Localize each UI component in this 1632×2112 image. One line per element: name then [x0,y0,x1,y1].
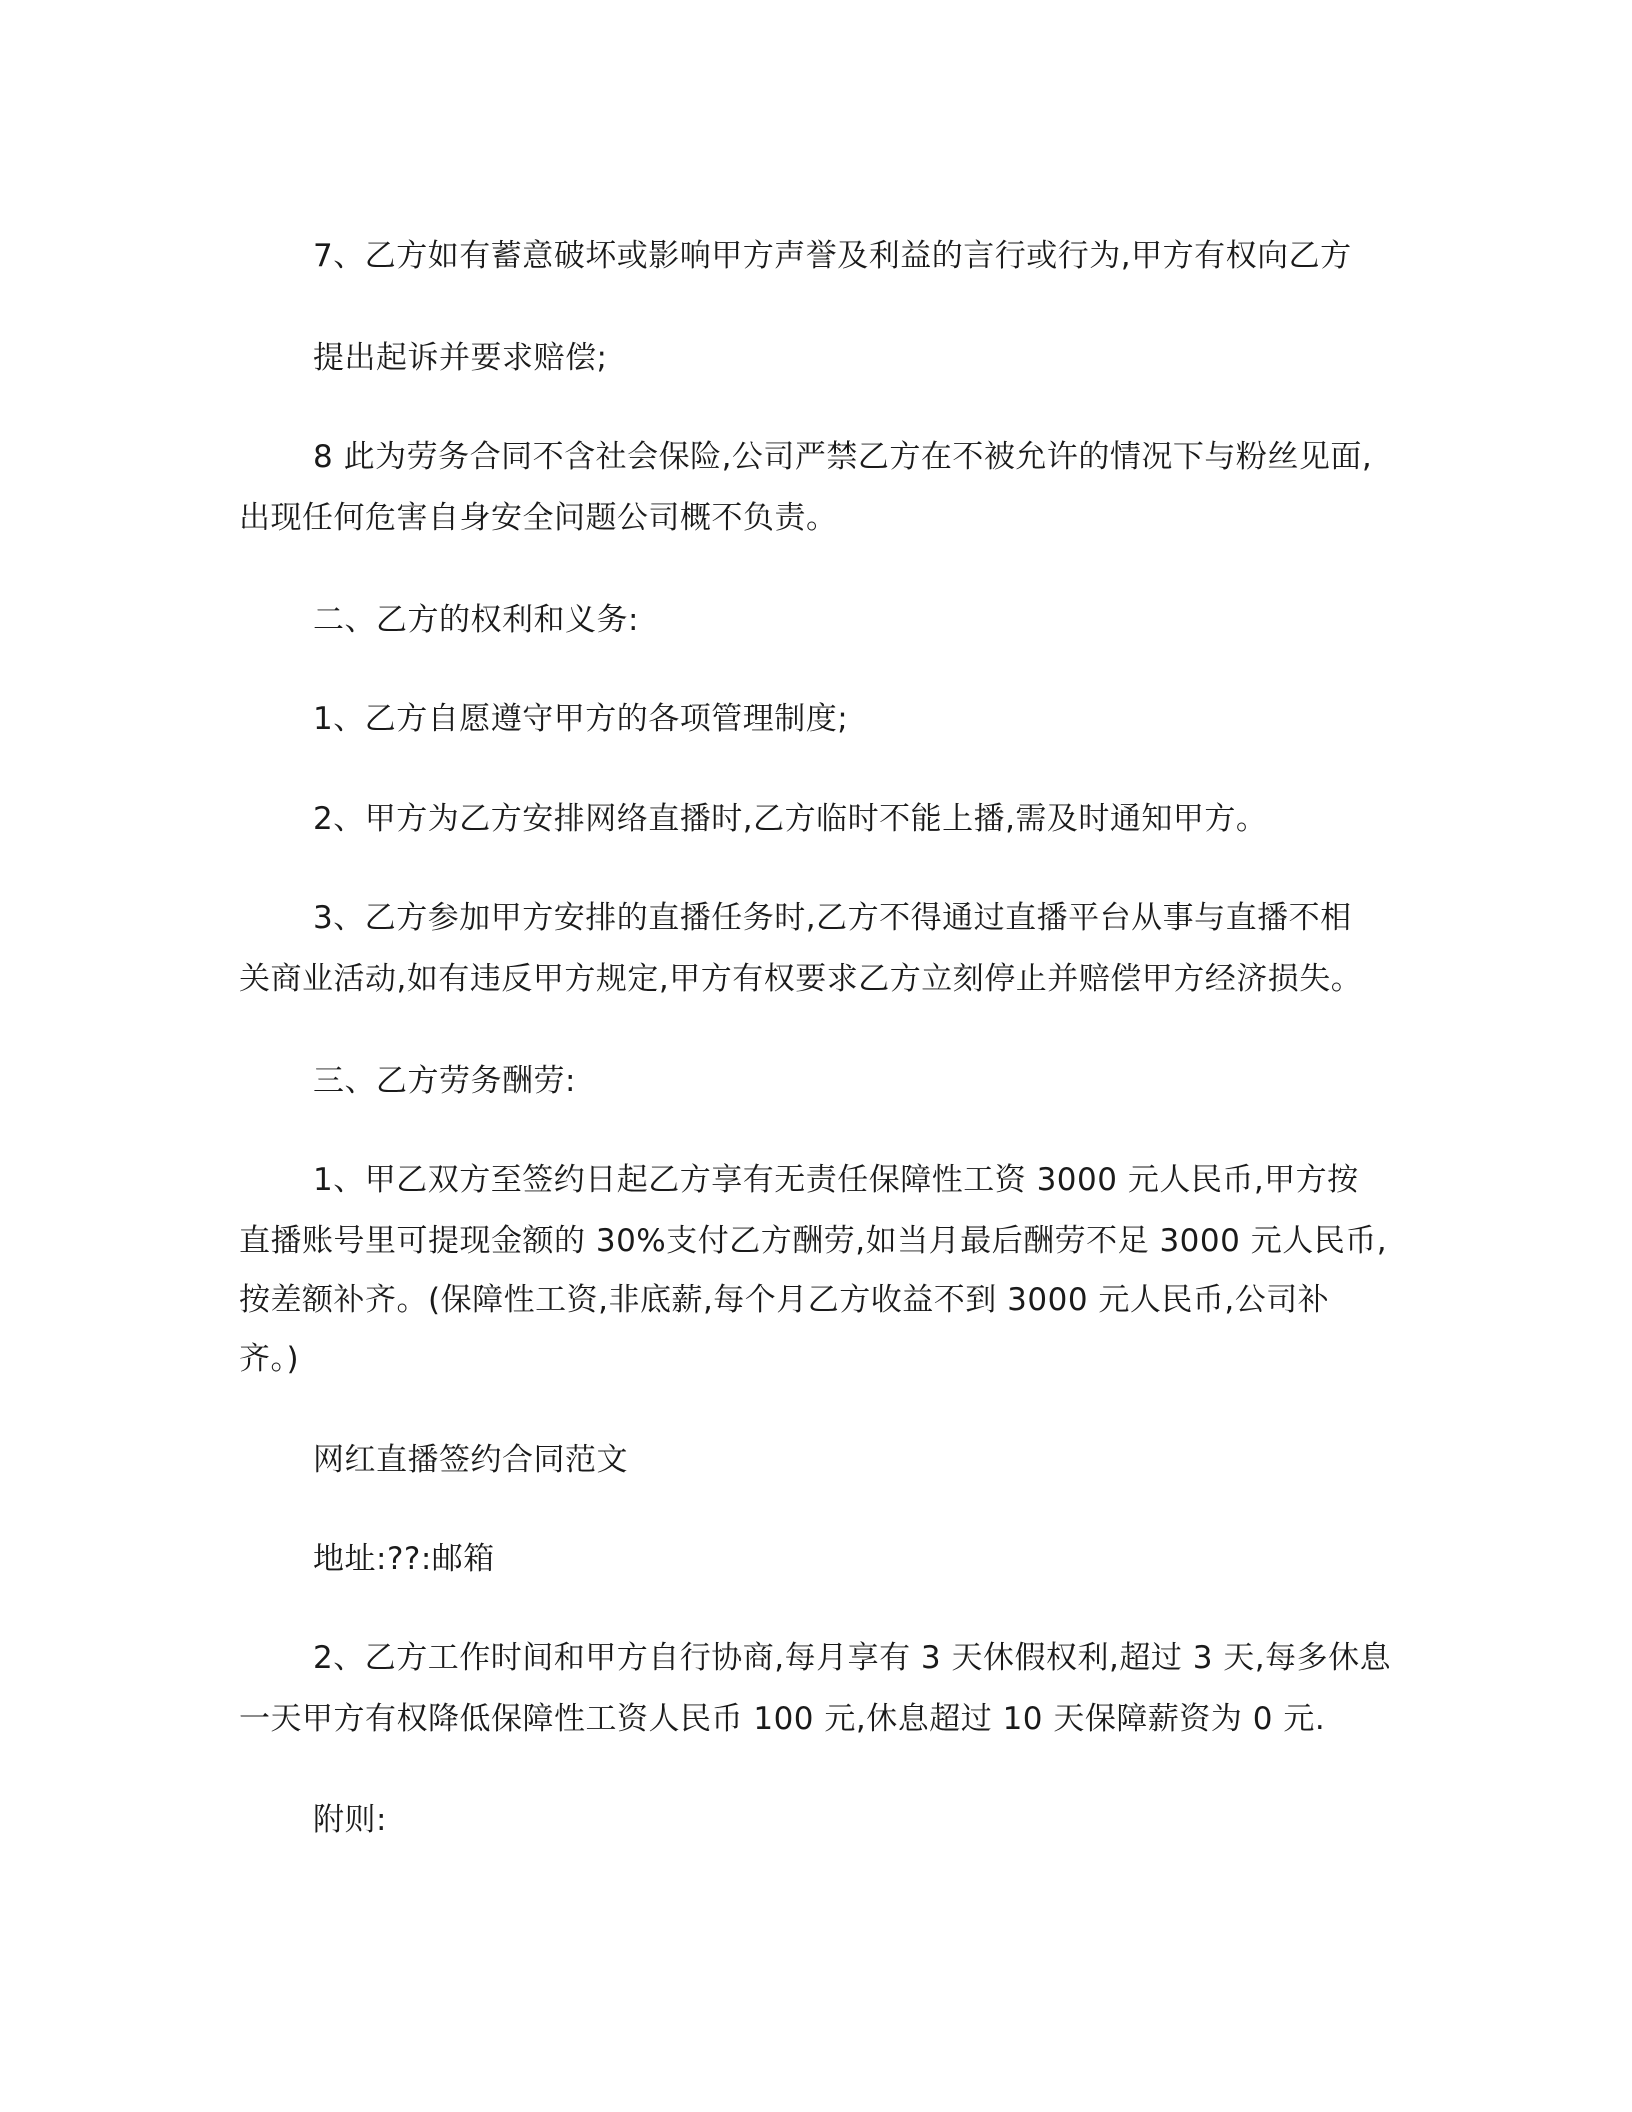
section-3-heading: 三、乙方劳务酬劳: [313,1063,576,1099]
clause-8-line-1: 8 此为劳务合同不含社会保险,公司严禁乙方在不被允许的情况下与粉丝见面, [313,439,1373,475]
section-2-heading: 二、乙方的权利和义务: [313,602,639,638]
section-3-clause-1-line-2: 直播账号里可提现金额的 30%支付乙方酬劳,如当月最后酬劳不足 3000 元人民币, [239,1223,1388,1259]
section-2-clause-3-line-2: 关商业活动,如有违反甲方规定,甲方有权要求乙方立刻停止并赔偿甲方经济损失。 [239,961,1363,997]
section-3-clause-1-line-1: 1、甲乙双方至签约日起乙方享有无责任保障性工资 3000 元人民币,甲方按 [313,1162,1359,1198]
template-title: 网红直播签约合同范文 [313,1442,628,1478]
section-2-clause-1: 1、乙方自愿遵守甲方的各项管理制度; [313,701,849,737]
section-3-clause-1-line-3: 按差额补齐。(保障性工资,非底薪,每个月乙方收益不到 3000 元人民币,公司补 [239,1282,1330,1318]
section-3-clause-2-line-1: 2、乙方工作时间和甲方自行协商,每月享有 3 天休假权利,超过 3 天,每多休息 [313,1640,1392,1676]
clause-7-line-1: 7、乙方如有蓄意破坏或影响甲方声誉及利益的言行或行为,甲方有权向乙方 [313,238,1352,274]
address-line: 地址:??:邮箱 [313,1541,495,1577]
section-2-clause-3-line-1: 3、乙方参加甲方安排的直播任务时,乙方不得通过直播平台从事与直播不相 [313,900,1352,936]
section-3-clause-2-line-2: 一天甲方有权降低保障性工资人民币 100 元,休息超过 10 天保障薪资为 0 元. [239,1701,1326,1737]
clause-8-line-2: 出现任何危害自身安全问题公司概不负责。 [239,500,838,536]
section-2-clause-2: 2、甲方为乙方安排网络直播时,乙方临时不能上播,需及时通知甲方。 [313,801,1268,837]
clause-7-line-2: 提出起诉并要求赔偿; [313,340,608,376]
appendix-heading: 附则: [313,1802,387,1838]
section-3-clause-1-line-4: 齐。) [239,1341,300,1377]
